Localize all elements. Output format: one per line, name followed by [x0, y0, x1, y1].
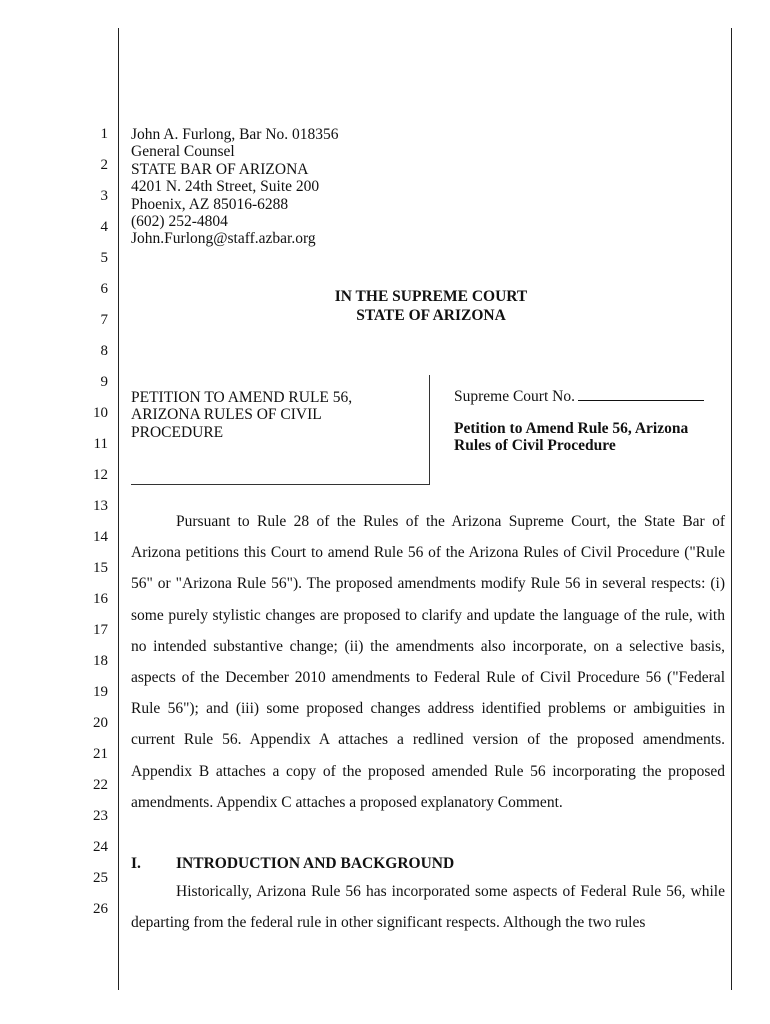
counsel-phone: (602) 252-4804	[131, 213, 228, 231]
line-number: 9	[100, 374, 108, 390]
line-number: 23	[93, 808, 108, 824]
line-number: 18	[93, 653, 108, 669]
line-number: 3	[100, 188, 108, 204]
caption-line: PETITION TO AMEND RULE 56,	[131, 389, 353, 406]
left-margin-rule	[118, 28, 119, 990]
document-title	[454, 420, 729, 454]
line-number: 11	[93, 436, 108, 452]
line-number: 19	[93, 684, 108, 700]
line-number: 20	[93, 715, 108, 731]
line-number-column	[86, 0, 108, 1024]
line-number: 4	[100, 219, 108, 235]
line-number: 13	[93, 498, 108, 514]
supreme-court-number	[454, 388, 729, 405]
case-caption	[131, 389, 421, 441]
line-number: 12	[93, 467, 108, 483]
line-number: 1	[100, 126, 108, 142]
court-heading	[131, 287, 731, 325]
line-number: 21	[93, 746, 108, 762]
line-number: 10	[93, 405, 108, 421]
line-number: 2	[100, 157, 108, 173]
counsel-organization: STATE BAR OF ARIZONA	[131, 160, 309, 178]
document-title-line: Rules of Civil Procedure	[454, 437, 616, 454]
line-number: 7	[100, 312, 108, 328]
counsel-email: John.Furlong@staff.azbar.org	[131, 230, 316, 248]
line-number: 22	[93, 777, 108, 793]
case-number-block	[454, 388, 729, 454]
body-paragraph-intro: Pursuant to Rule 28 of the Rules of the Arizona Supreme Court, the State Bar of Arizona petitions this Court to amend Rule 56 of the Arizona Rules of Civil Procedure ("Rule 56" or "Arizona Rule 56"). The proposed amendments modify Rule 56 in several respects: (i) some purely stylistic changes are proposed to clarify and update the language of the rule, with no intended substantive change; (ii) the amendments also incorporate, on a selective basis, aspects of the December 2010 amendments to Federal Rule of Civil Procedure 56 ("Federal Rule 56"); and (iii) some proposed changes address identified problems or ambiguities in current Rule 56. Appendix A attaches a redlined version of the proposed amendments. Appendix B attaches a copy of the proposed amended Rule 56 incorporating the proposed amendments. Appendix C attaches a proposed explanatory Comment.	[131, 513, 725, 811]
line-number: 14	[93, 529, 108, 545]
court-state: STATE OF ARIZONA	[356, 307, 506, 324]
counsel-street: 4201 N. 24th Street, Suite 200	[131, 178, 320, 196]
counsel-title: General Counsel	[131, 143, 235, 161]
line-number: 15	[93, 560, 108, 576]
counsel-city: Phoenix, AZ 85016-6288	[131, 195, 289, 213]
section-heading	[131, 854, 454, 873]
caption-divider-vertical	[429, 375, 430, 485]
case-number-blank	[578, 388, 704, 401]
caption-divider-horizontal	[131, 484, 430, 485]
counsel-name: John A. Furlong, Bar No. 018356	[131, 126, 339, 143]
counsel-block	[131, 126, 339, 248]
line-number: 24	[93, 839, 108, 855]
right-margin-rule	[731, 28, 732, 990]
line-number: 5	[100, 250, 108, 266]
line-number: 26	[93, 901, 108, 917]
section-number: I.	[131, 855, 141, 872]
caption-line: ARIZONA RULES OF CIVIL	[131, 406, 322, 424]
line-number: 25	[93, 870, 108, 886]
line-number: 8	[100, 343, 108, 359]
line-number: 16	[93, 591, 108, 607]
section-title: INTRODUCTION AND BACKGROUND	[176, 855, 455, 872]
line-number: 6	[100, 281, 108, 297]
document-title-line: Petition to Amend Rule 56, Arizona	[454, 420, 689, 437]
line-number: 17	[93, 622, 108, 638]
body-paragraph-background: Historically, Arizona Rule 56 has incorporated some aspects of Federal Rule 56, while departing from the federal rule in other significant respects. Although the two rules	[131, 883, 725, 932]
caption-line: PROCEDURE	[131, 423, 224, 441]
supreme-court-number-label: Supreme Court No.	[454, 388, 575, 405]
court-name: IN THE SUPREME COURT	[334, 288, 528, 305]
